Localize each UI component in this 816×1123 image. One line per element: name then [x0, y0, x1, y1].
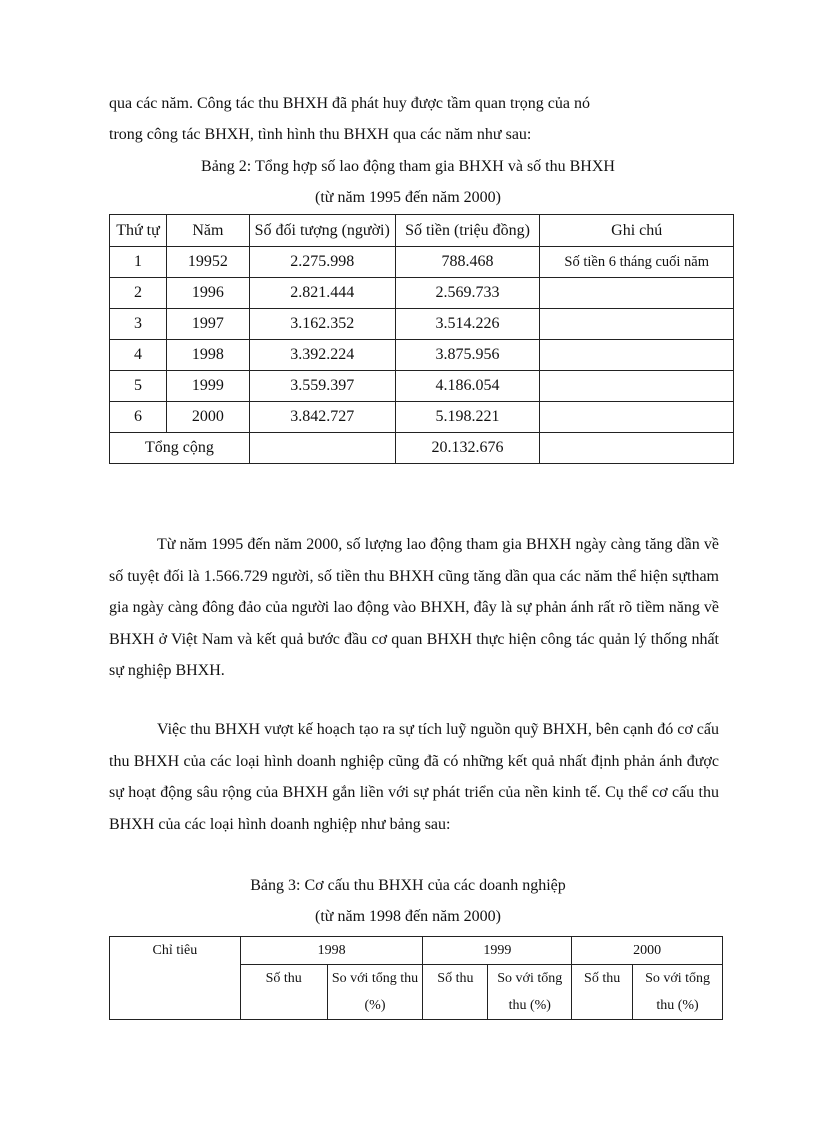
table2-caption: Bảng 2: Tổng hợp số lao động tham gia BHXH và số thu BHXH — [201, 158, 615, 175]
sub-header-revenue: Số thu — [572, 965, 633, 1020]
cell-year: 1999 — [166, 371, 249, 402]
cell-count: 3.162.352 — [249, 309, 395, 340]
table-row — [110, 309, 734, 340]
cell-stt: 3 — [110, 309, 167, 340]
intro-line-2: trong công tác BHXH, tình hình thu BHXH qua các năm như sau: — [109, 126, 532, 143]
paragraph-2: Việc thu BHXH vượt kế hoạch tạo ra sự tích luỹ nguồn quỹ BHXH, bên cạnh đó cơ cấu thu BHXH của các loại hình doanh nghiệp cũng đã có những kết quả nhất định phản ánh được sự hoạt động sâu rộng của BHXH gắn liền với sự phát triển của nền kinh tế. Cụ thể cơ cấu thu BHXH của các loại hình doanh nghiệp như bảng sau: — [109, 721, 719, 833]
intro-line-1: qua các năm. Công tác thu BHXH đã phát huy được tầm quan trọng của nó — [109, 95, 591, 112]
table-row — [110, 278, 734, 309]
cell-note — [540, 309, 734, 340]
table-row — [110, 402, 734, 433]
cell-amount: 3.875.956 — [395, 340, 540, 371]
table2 — [109, 214, 734, 464]
cell-amount: 5.198.221 — [395, 402, 540, 433]
cell-count: 3.559.397 — [249, 371, 395, 402]
cell-count: 3.842.727 — [249, 402, 395, 433]
header-note: Ghi chú — [540, 215, 734, 247]
table-row — [110, 340, 734, 371]
sub-header-percent: So với tổng thu (%) — [633, 965, 723, 1020]
cell-count: 3.392.224 — [249, 340, 395, 371]
total-note — [540, 433, 734, 464]
cell-note — [540, 340, 734, 371]
cell-year: 19952 — [166, 247, 249, 278]
header-year-2000: 2000 — [572, 937, 723, 965]
total-amount: 20.132.676 — [395, 433, 540, 464]
table2-total-row — [110, 433, 734, 464]
cell-stt: 4 — [110, 340, 167, 371]
table-row — [110, 371, 734, 402]
cell-amount: 788.468 — [395, 247, 540, 278]
cell-year: 1998 — [166, 340, 249, 371]
cell-count: 2.275.998 — [249, 247, 395, 278]
cell-stt: 6 — [110, 402, 167, 433]
header-year: Năm — [166, 215, 249, 247]
header-year-1999: 1999 — [423, 937, 572, 965]
cell-year: 2000 — [166, 402, 249, 433]
header-count: Số đối tượng (người) — [249, 215, 395, 247]
cell-year: 1996 — [166, 278, 249, 309]
cell-stt: 5 — [110, 371, 167, 402]
sub-header-percent: So với tổng thu (%) — [488, 965, 572, 1020]
table3-year-row — [110, 937, 723, 965]
paragraph-1: Từ năm 1995 đến năm 2000, số lượng lao động tham gia BHXH ngày càng tăng dần về số tuyệt đối là 1.566.729 người, số tiền thu BHXH cũng tăng dần qua các năm thể hiện sựtham gia ngày càng đông đảo của người lao động vào BHXH, đây là sự phản ánh rất rõ tiềm năng về BHXH ở Việt Nam và kết quả bước đầu cơ quan BHXH thực hiện công tác quản lý thống nhất sự nghiệp BHXH. — [109, 536, 719, 679]
sub-header-percent: So với tổng thu (%) — [327, 965, 423, 1020]
cell-stt: 1 — [110, 247, 167, 278]
table3 — [109, 936, 723, 1020]
cell-amount: 3.514.226 — [395, 309, 540, 340]
table2-header-row — [110, 215, 734, 247]
table3-caption: Bảng 3: Cơ cấu thu BHXH của các doanh nghiệp — [250, 877, 566, 894]
cell-stt: 2 — [110, 278, 167, 309]
cell-amount: 2.569.733 — [395, 278, 540, 309]
cell-amount: 4.186.054 — [395, 371, 540, 402]
header-indicator: Chỉ tiêu — [110, 937, 241, 1020]
header-year-1998: 1998 — [240, 937, 423, 965]
table3-subcaption: (từ năm 1998 đến năm 2000) — [315, 908, 501, 925]
header-stt: Thứ tự — [110, 215, 167, 247]
header-amount: Số tiền (triệu đồng) — [395, 215, 540, 247]
table2-subcaption: (từ năm 1995 đến năm 2000) — [315, 189, 501, 206]
sub-header-revenue: Số thu — [423, 965, 488, 1020]
cell-note — [540, 371, 734, 402]
cell-note — [540, 278, 734, 309]
total-label: Tổng cộng — [110, 433, 250, 464]
cell-note — [540, 402, 734, 433]
cell-note: Số tiền 6 tháng cuối năm — [540, 247, 734, 278]
table-row — [110, 247, 734, 278]
sub-header-revenue: Số thu — [240, 965, 327, 1020]
cell-count: 2.821.444 — [249, 278, 395, 309]
cell-year: 1997 — [166, 309, 249, 340]
total-count — [249, 433, 395, 464]
